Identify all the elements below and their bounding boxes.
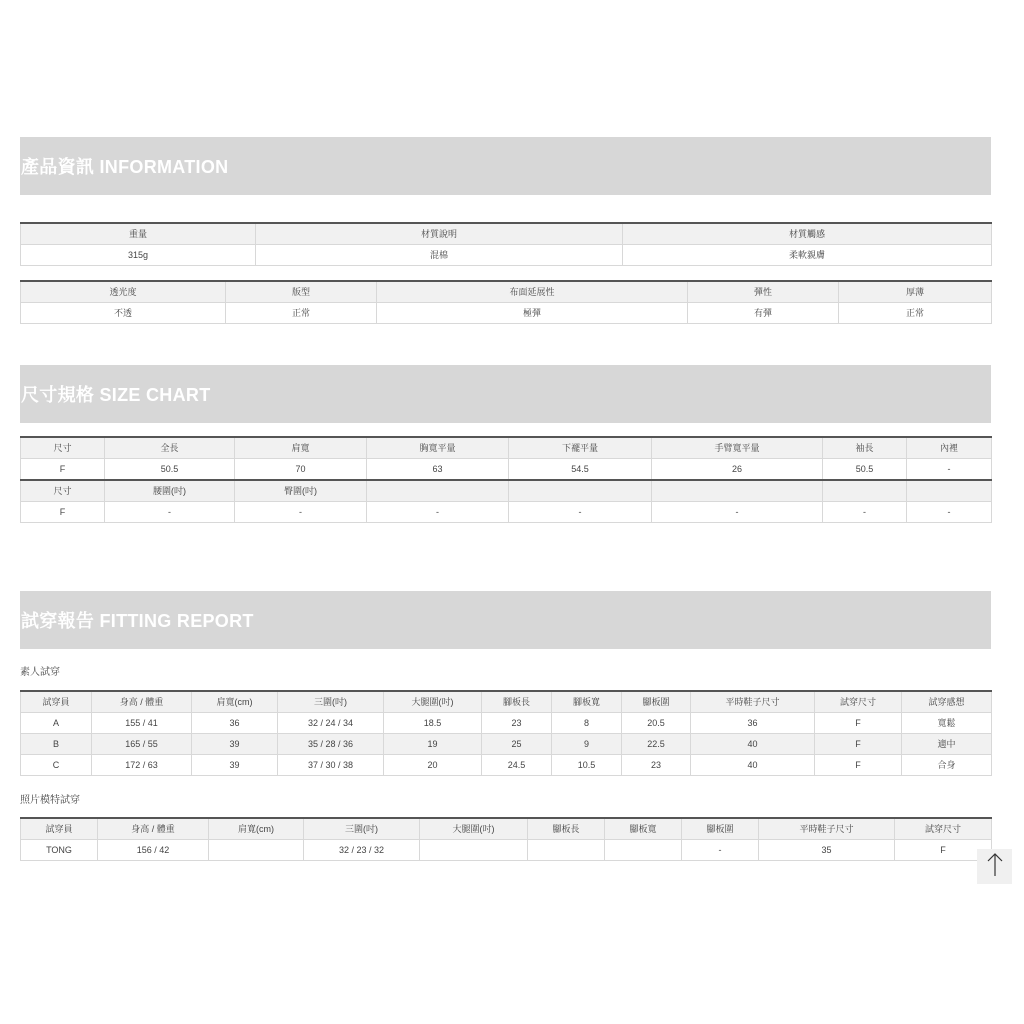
fit-cell: 40 <box>691 734 815 755</box>
fit-cell: 37 / 30 / 38 <box>278 755 384 776</box>
size-cell: - <box>105 502 235 523</box>
fit-cell: 23 <box>482 713 552 734</box>
model-cell <box>209 840 304 861</box>
size-cell: - <box>652 502 823 523</box>
amateur-fit-table <box>20 690 992 776</box>
header-elasticity: 彈性 <box>688 281 839 303</box>
size-header-cell: 袖長 <box>823 437 907 459</box>
header-texture: 材質觸感 <box>623 223 992 245</box>
size-cell: F <box>21 459 105 481</box>
size-header-cell <box>652 480 823 502</box>
model-header-cell: 三圍(吋) <box>304 818 420 840</box>
model-fit-header <box>21 818 992 840</box>
value-elasticity: 有彈 <box>688 303 839 324</box>
fit-header-cell: 試穿感想 <box>902 691 992 713</box>
model-header-cell: 腳板寬 <box>605 818 682 840</box>
value-thickness: 正常 <box>839 303 992 324</box>
fit-cell: 20.5 <box>622 713 691 734</box>
size-cell: - <box>509 502 652 523</box>
fit-cell: 39 <box>192 734 278 755</box>
size-cell: 26 <box>652 459 823 481</box>
fit-cell: F <box>815 713 902 734</box>
size-chart-row-2 <box>21 502 992 523</box>
size-cell: - <box>235 502 367 523</box>
model-header-cell: 試穿尺寸 <box>895 818 992 840</box>
size-cell: 54.5 <box>509 459 652 481</box>
fit-cell: 9 <box>552 734 622 755</box>
fit-cell: 172 / 63 <box>92 755 192 776</box>
size-header-cell: 全長 <box>105 437 235 459</box>
amateur-fit-header <box>21 691 992 713</box>
fit-header-cell: 腳板寬 <box>552 691 622 713</box>
fit-cell: F <box>815 755 902 776</box>
header-fit: 版型 <box>226 281 377 303</box>
fit-cell: 36 <box>192 713 278 734</box>
size-header-cell: 胸寬平量 <box>367 437 509 459</box>
size-cell: - <box>907 459 992 481</box>
fit-cell: 36 <box>691 713 815 734</box>
amateur-fit-label: 素人試穿 <box>20 667 60 678</box>
fit-cell: 35 / 28 / 36 <box>278 734 384 755</box>
size-cell: 63 <box>367 459 509 481</box>
size-header-cell: 腰圍(吋) <box>105 480 235 502</box>
fit-header-cell: 大腿圍(吋) <box>384 691 482 713</box>
fit-cell: 23 <box>622 755 691 776</box>
fit-cell: 40 <box>691 755 815 776</box>
header-stretch: 布面延展性 <box>377 281 688 303</box>
fit-cell: B <box>21 734 92 755</box>
size-cell: 70 <box>235 459 367 481</box>
size-header-cell <box>367 480 509 502</box>
header-material: 材質說明 <box>256 223 623 245</box>
amateur-fit-row <box>21 734 992 755</box>
value-opacity: 不透 <box>21 303 226 324</box>
size-header-cell: 肩寬 <box>235 437 367 459</box>
size-header-cell: 手臂寬平量 <box>652 437 823 459</box>
fit-cell: A <box>21 713 92 734</box>
fit-header-cell: 平時鞋子尺寸 <box>691 691 815 713</box>
fit-header-cell: 試穿尺寸 <box>815 691 902 713</box>
fit-cell: 20 <box>384 755 482 776</box>
fit-cell: 22.5 <box>622 734 691 755</box>
size-section-title: 尺寸規格 SIZE CHART <box>21 385 211 405</box>
header-thickness: 厚薄 <box>839 281 992 303</box>
info-section-title: 產品資訊 INFORMATION <box>21 157 229 177</box>
value-stretch: 極彈 <box>377 303 688 324</box>
size-header-cell: 尺寸 <box>21 437 105 459</box>
model-header-cell: 試穿員 <box>21 818 98 840</box>
model-cell: 32 / 23 / 32 <box>304 840 420 861</box>
fit-cell: F <box>815 734 902 755</box>
fit-cell: 合身 <box>902 755 992 776</box>
model-cell: 35 <box>759 840 895 861</box>
size-section-header <box>20 365 991 423</box>
size-chart-header-1 <box>21 437 992 459</box>
size-header-cell: 內裡 <box>907 437 992 459</box>
fit-cell: 18.5 <box>384 713 482 734</box>
size-cell: 50.5 <box>105 459 235 481</box>
model-fit-table <box>20 817 992 861</box>
size-chart-row-1 <box>21 459 992 481</box>
fit-header-cell: 身高 / 體重 <box>92 691 192 713</box>
model-cell: F <box>895 840 992 861</box>
value-fit: 正常 <box>226 303 377 324</box>
value-texture: 柔軟親膚 <box>623 245 992 266</box>
fit-section-header <box>20 591 991 649</box>
fit-cell: 寬鬆 <box>902 713 992 734</box>
header-opacity: 透光度 <box>21 281 226 303</box>
model-header-cell: 腳板圍 <box>682 818 759 840</box>
model-cell <box>605 840 682 861</box>
size-cell: - <box>367 502 509 523</box>
amateur-fit-row <box>21 755 992 776</box>
model-header-cell: 大腿圍(吋) <box>420 818 528 840</box>
model-header-cell: 身高 / 體重 <box>98 818 209 840</box>
size-cell: - <box>823 502 907 523</box>
size-header-cell <box>907 480 992 502</box>
info-table-properties-header <box>21 281 992 303</box>
model-cell: - <box>682 840 759 861</box>
model-cell <box>420 840 528 861</box>
fit-cell: 19 <box>384 734 482 755</box>
fit-header-cell: 腳板長 <box>482 691 552 713</box>
size-cell: F <box>21 502 105 523</box>
model-cell: 156 / 42 <box>98 840 209 861</box>
fit-cell: C <box>21 755 92 776</box>
size-header-cell: 臀圍(吋) <box>235 480 367 502</box>
fit-cell: 8 <box>552 713 622 734</box>
back-to-top-button[interactable] <box>977 849 1012 884</box>
fit-header-cell: 三圍(吋) <box>278 691 384 713</box>
fit-cell: 25 <box>482 734 552 755</box>
fit-cell: 適中 <box>902 734 992 755</box>
fit-cell: 155 / 41 <box>92 713 192 734</box>
model-cell <box>528 840 605 861</box>
fit-cell: 10.5 <box>552 755 622 776</box>
model-fit-row <box>21 840 992 861</box>
info-table-material-header <box>21 223 992 245</box>
info-table-material-row <box>21 245 992 266</box>
size-header-cell: 尺寸 <box>21 480 105 502</box>
fit-cell: 165 / 55 <box>92 734 192 755</box>
info-table-properties-row <box>21 303 992 324</box>
info-section-header <box>20 137 991 195</box>
size-header-cell <box>509 480 652 502</box>
fit-header-cell: 腳板圍 <box>622 691 691 713</box>
size-cell: 50.5 <box>823 459 907 481</box>
size-header-cell <box>823 480 907 502</box>
model-header-cell: 肩寬(cm) <box>209 818 304 840</box>
arrow-up-icon <box>986 851 1004 882</box>
fit-section-title: 試穿報告 FITTING REPORT <box>21 611 254 631</box>
size-header-cell: 下襬平量 <box>509 437 652 459</box>
info-table-properties <box>20 280 992 324</box>
fit-cell: 24.5 <box>482 755 552 776</box>
fit-header-cell: 試穿員 <box>21 691 92 713</box>
info-table-material <box>20 222 992 266</box>
model-header-cell: 平時鞋子尺寸 <box>759 818 895 840</box>
value-weight: 315g <box>21 245 256 266</box>
size-chart-header-2 <box>21 480 992 502</box>
model-cell: TONG <box>21 840 98 861</box>
size-chart-table <box>20 436 992 523</box>
value-material: 混棉 <box>256 245 623 266</box>
fit-cell: 39 <box>192 755 278 776</box>
fit-header-cell: 肩寬(cm) <box>192 691 278 713</box>
fit-cell: 32 / 24 / 34 <box>278 713 384 734</box>
amateur-fit-row <box>21 713 992 734</box>
model-fit-label: 照片模特試穿 <box>20 795 80 806</box>
size-cell: - <box>907 502 992 523</box>
model-header-cell: 腳板長 <box>528 818 605 840</box>
header-weight: 重量 <box>21 223 256 245</box>
